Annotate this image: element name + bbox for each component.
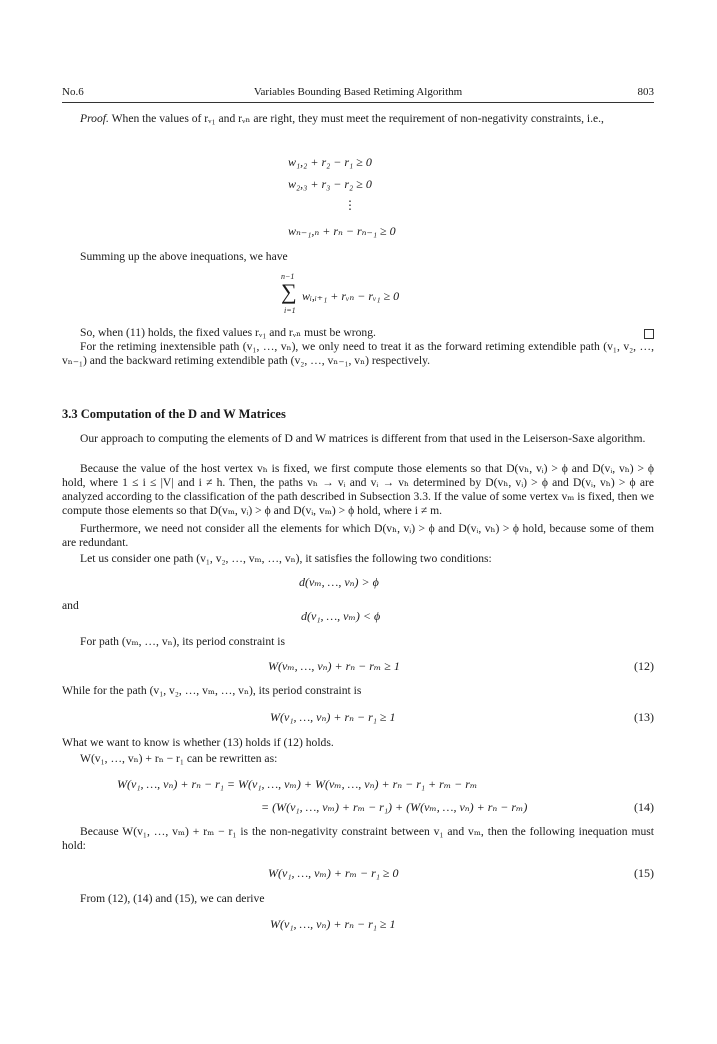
summing-text: Summing up the above inequations, we have xyxy=(80,250,288,263)
paragraph-approach: Our approach to computing the elements of D and W matrices is different from that used in the Leiserson-Saxe algorithm. xyxy=(80,432,646,445)
paragraph-rewritten: W(v₁, …, vₙ) + rₙ − r₁ can be rewritten as: xyxy=(80,752,278,765)
issue-number: No.6 xyxy=(62,86,84,98)
condition-2: d(v₁, …, vₘ) < ϕ xyxy=(301,609,381,623)
equation-12: W(vₘ, …, vₙ) + rₙ − rₘ ≥ 1 xyxy=(268,659,400,673)
inextensible-paragraph: For the retiming inextensible path (v₁, …, vₙ), we only need to treat it as the forward retiming extendible path (v₁, v₂, …, vₙ₋₁) and the backward retiming extendible path (v₂, …, vₙ₋₁, vₙ) respectively. xyxy=(62,340,654,367)
summation-symbol: ∑ xyxy=(281,279,297,304)
running-header xyxy=(62,86,654,102)
equation-14-line-2: = (W(v₁, …, vₘ) + rₘ − r₁) + (W(vₘ, …, vₙ) + rₙ − rₘ) xyxy=(261,800,528,814)
inequation-2: w₂,₃ + r₃ − r₂ ≥ 0 xyxy=(288,177,372,191)
equation-15: W(v₁, …, vₘ) + rₘ − r₁ ≥ 0 xyxy=(268,866,399,880)
final-inequation: W(v₁, …, vₙ) + rₙ − r₁ ≥ 1 xyxy=(270,917,396,931)
paragraph-while: While for the path (v₁, v₂, …, vₘ, …, vₙ), its period constraint is xyxy=(62,684,362,697)
inequation-n: wₙ₋₁,ₙ + rₙ − rₙ₋₁ ≥ 0 xyxy=(288,224,396,238)
paragraph-period-constraint: For path (vₘ, …, vₙ), its period constraint is xyxy=(80,635,286,648)
paragraph-consider-path: Let us consider one path (v₁, v₂, …, vₘ, …, vₙ), it satisfies the following two conditions: xyxy=(80,552,492,565)
sum-upper-limit: n−1 xyxy=(281,272,295,281)
paragraph-host-vertex: Because the value of the host vertex vₕ is fixed, we first compute those elements so that D(vₕ, vᵢ) > ϕ and D(vᵢ, vₕ) > ϕ hold, where 1 ≤ i ≤ |V| and i ≠ h. Then, the paths vₕ → vᵢ and vᵢ → vₕ determined by D(vₕ, vᵢ) > ϕ and D(vᵢ, vₕ) > ϕ are analyzed according to the classification of the path described in Subsection 3.3. If the value of some vertex vₘ is fixed, then we compute those elements so that D(vₘ, vᵢ) > ϕ and D(vᵢ, vₘ) > ϕ hold, where i ≠ m. xyxy=(62,462,654,517)
equation-14-line-1: W(v₁, …, vₙ) + rₙ − r₁ = W(v₁, …, vₘ) + W(vₘ, …, vₙ) + rₙ − r₁ + rₘ − rₘ xyxy=(117,777,478,791)
proof-text: When the values of rᵥ₁ and rᵥₙ are right, they must meet the requirement of non-negativity constraints, i.e., xyxy=(108,112,604,125)
and-text: and xyxy=(62,599,79,612)
paragraph-because: Because W(v₁, …, vₘ) + rₘ − r₁ is the non-negativity constraint between v₁ and vₘ, then the following inequation must hold: xyxy=(62,825,654,852)
vertical-dots: ⋮ xyxy=(344,198,356,212)
equation-14-number: (14) xyxy=(634,800,654,814)
summation-body: wᵢ,ᵢ₊₁ + rᵥₙ − rᵥ₁ ≥ 0 xyxy=(302,289,400,303)
equation-13: W(v₁, …, vₙ) + rₙ − r₁ ≥ 1 xyxy=(270,710,396,724)
condition-1: d(vₘ, …, vₙ) > ϕ xyxy=(299,575,379,589)
qed-box xyxy=(644,329,654,339)
paragraph-what-we-want: What we want to know is whether (13) holds if (12) holds. xyxy=(62,736,334,749)
section-heading: 3.3 Computation of the D and W Matrices xyxy=(62,407,286,421)
paragraph-redundant: Furthermore, we need not consider all the elements for which D(vₕ, vᵢ) > ϕ and D(vᵢ, vₕ) > ϕ hold, because some of them are redundant. xyxy=(62,522,654,549)
equation-13-number: (13) xyxy=(634,710,654,724)
equation-15-number: (15) xyxy=(634,866,654,880)
page-number: 803 xyxy=(637,86,654,98)
proof-label: Proof. xyxy=(80,112,109,125)
inequation-1: w₁,₂ + r₂ − r₁ ≥ 0 xyxy=(288,155,372,169)
equation-12-number: (12) xyxy=(634,659,654,673)
header-rule xyxy=(62,102,654,103)
conclusion-text: So, when (11) holds, the fixed values rᵥ₁ and rᵥₙ must be wrong. xyxy=(80,326,376,339)
running-title: Variables Bounding Based Retiming Algorithm xyxy=(253,86,463,98)
proof-paragraph xyxy=(62,112,654,126)
sum-lower-limit: i=1 xyxy=(284,306,296,315)
paragraph-derive: From (12), (14) and (15), we can derive xyxy=(80,892,265,905)
